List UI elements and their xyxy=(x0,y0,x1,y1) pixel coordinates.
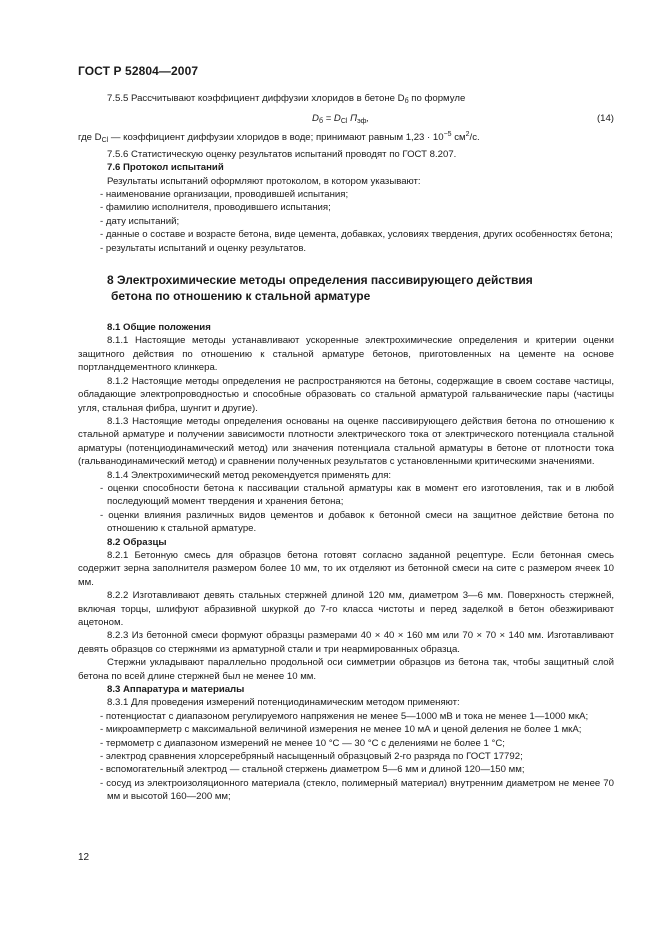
where-pre: где D xyxy=(78,132,102,144)
formula-where xyxy=(78,128,614,147)
para-8-1-1: 8.1.1 Настоящие методы устанавливают ускоренные электрохимические определения и критерии оценки защитного действия по отношению к стальной арматуре бетонов, приготовленных на цементе на основе портландцементного клинкера. xyxy=(78,335,614,374)
formula-number: (14) xyxy=(596,113,614,125)
page-content xyxy=(78,92,614,804)
list-item: - данные о составе и возрасте бетона, виде цемента, добавках, условиях твердения, других особенностях бетона; xyxy=(78,228,614,241)
para-7-5-5 xyxy=(78,92,614,108)
page-header: ГОСТ Р 52804—2007 xyxy=(78,64,199,78)
list-item: - оценки способности бетона к пассивации стальной арматуры как в момент его изготовления, так и в любой последующий момент твердения и хранения бетона; xyxy=(78,482,614,509)
list-item: - оценки влияния различных видов цементов и добавок к бетонной смеси на защитное действие бетона по отношению к стальной арматуре. xyxy=(78,509,614,536)
list-item: - наименование организации, проводившей испытания; xyxy=(78,188,614,201)
para-7-6: Результаты испытаний оформляют протоколом, в котором указывают: xyxy=(107,175,421,187)
list-item: - термометр с диапазоном измерений не менее 10 °С — 30 °С с делениями не более 1 °С; xyxy=(78,737,614,750)
list-item: - фамилию исполнителя, проводившего испытания; xyxy=(78,201,614,214)
where-text: — коэффициент диффузии хлоридов в воде; принимают равным 1,23 · 10 xyxy=(108,132,444,144)
para-8-1-2: 8.1.2 Настоящие методы определения не распространяются на бетоны, содержащие в своем составе частицы, обладающие электропроводностью и способные образовать со стальной арматурой гальванические пары (частицы угля, стальная фибра, шунгит и другие). xyxy=(78,375,614,414)
section-8-title xyxy=(78,272,614,304)
where-sup2: 2 xyxy=(465,131,470,139)
para-7-5-5-text: 7.5.5 Рассчитывают коэффициент диффузии хлоридов в бетоне D xyxy=(107,93,405,104)
formula-cl-sub: Cl xyxy=(340,118,348,126)
list-item: - электрод сравнения хлорсеребряный насыщенный образцовый 2-го разряда по ГОСТ 17792; xyxy=(78,750,614,763)
para-8-2-3: 8.2.3 Из бетонной смеси формуют образцы размерами 40 × 40 × 160 мм или 70 × 70 × 140 мм. Изготавливают девять образцов со стержнями из арматурной стали и три неармированных образца. xyxy=(78,630,614,655)
list-item: - дату испытаний; xyxy=(78,215,614,228)
heading-8-2: 8.2 Образцы xyxy=(107,536,167,548)
list-item: - микроамперметр с максимальной величиной измерения не менее 10 мА и ценой деления не более 1 мкА; xyxy=(78,723,614,736)
heading-8-3: 8.3 Аппаратура и материалы xyxy=(107,684,245,696)
list-item: - сосуд из электроизоляционного материала (стекло, полимерный материал) внутренним диаметром не менее 70 мм и высотой 160—200 мм; xyxy=(78,777,614,804)
para-8-1-3: 8.1.3 Настоящие методы определения основаны на оценке пассивирующего действия бетона по отношению к стальной арматуре и получении зависимости плотности электрического тока от электрического потенциала стальной арматуры (потенциодинамический метод) или значения потенциала стальной арматуры в бетоне от плотности тока (гальванодинамический метод) и сравнении полученных результатов с установленными критическими значениями. xyxy=(78,415,614,468)
list-item: - потенциостат с диапазоном регулируемого напряжения не менее 5—1000 мВ и тока не менее 1—1000 мкА; xyxy=(78,710,614,723)
para-8-1-4: 8.1.4 Электрохимический метод рекомендуется применять для: xyxy=(107,469,392,481)
where-sub: Cl xyxy=(101,137,109,145)
para-7-5-5-tail: по формуле xyxy=(408,93,466,104)
formula-14 xyxy=(78,110,614,127)
formula-expression xyxy=(312,112,369,128)
formula-pi-sub: эф xyxy=(357,118,367,126)
heading-8-1: 8.1 Общие положения xyxy=(107,322,211,334)
list-item: - результаты испытаний и оценку результатов. xyxy=(78,242,614,255)
para-8-2-1: 8.2.1 Бетонную смесь для образцов бетона готовят согласно заданной рецептуре. Если бетонная смесь содержит зерна заполнителя размером более 10 мм, то их отделяют из бетонной смеси на сите с размером ячеек 10 мм. xyxy=(78,549,614,588)
page-number: 12 xyxy=(78,852,90,863)
formula-pi: П xyxy=(347,113,358,125)
section-8-title-line1: 8 Электрохимические методы определения пассивирующего действия xyxy=(107,273,533,288)
where-sup: −5 xyxy=(443,131,452,139)
para-8-3-1: 8.3.1 Для проведения измерений потенциодинамическим методом применяют: xyxy=(107,697,460,709)
list-item: - вспомогательный электрод — стальной стержень диаметром 5—6 мм и длиной 120—150 мм; xyxy=(78,763,614,776)
section-8-title-line2: бетона по отношению к стальной арматуре xyxy=(111,289,371,304)
para-7-5-6: 7.5.6 Статистическую оценку результатов испытаний проводят по ГОСТ 8.207. xyxy=(107,148,457,160)
where-end: /c. xyxy=(469,132,480,144)
para-8-2-3b: Стержни укладывают параллельно продольной оси симметрии образцов из бетона так, чтобы защитный слой бетона по всей длине стержней был не менее 10 мм. xyxy=(78,657,614,682)
para-8-2-2: 8.2.2 Изготавливают девять стальных стержней длиной 120 мм, диаметром 3—6 мм. Поверхность стержней, включая торцы, шлифуют абразивной шкуркой до 7-го класса чистоты и перед заделкой в бетон обезжиривают ацетоном. xyxy=(78,590,614,628)
formula-eq: = D xyxy=(322,113,341,125)
where-unit: см xyxy=(451,132,466,144)
formula-lhs-sub: б xyxy=(318,118,323,126)
para-7-5-5-sub: б xyxy=(404,98,409,105)
heading-7-6: 7.6 Протокол испытаний xyxy=(107,162,224,174)
formula-end: , xyxy=(366,113,370,125)
formula-lhs: D xyxy=(312,113,319,125)
